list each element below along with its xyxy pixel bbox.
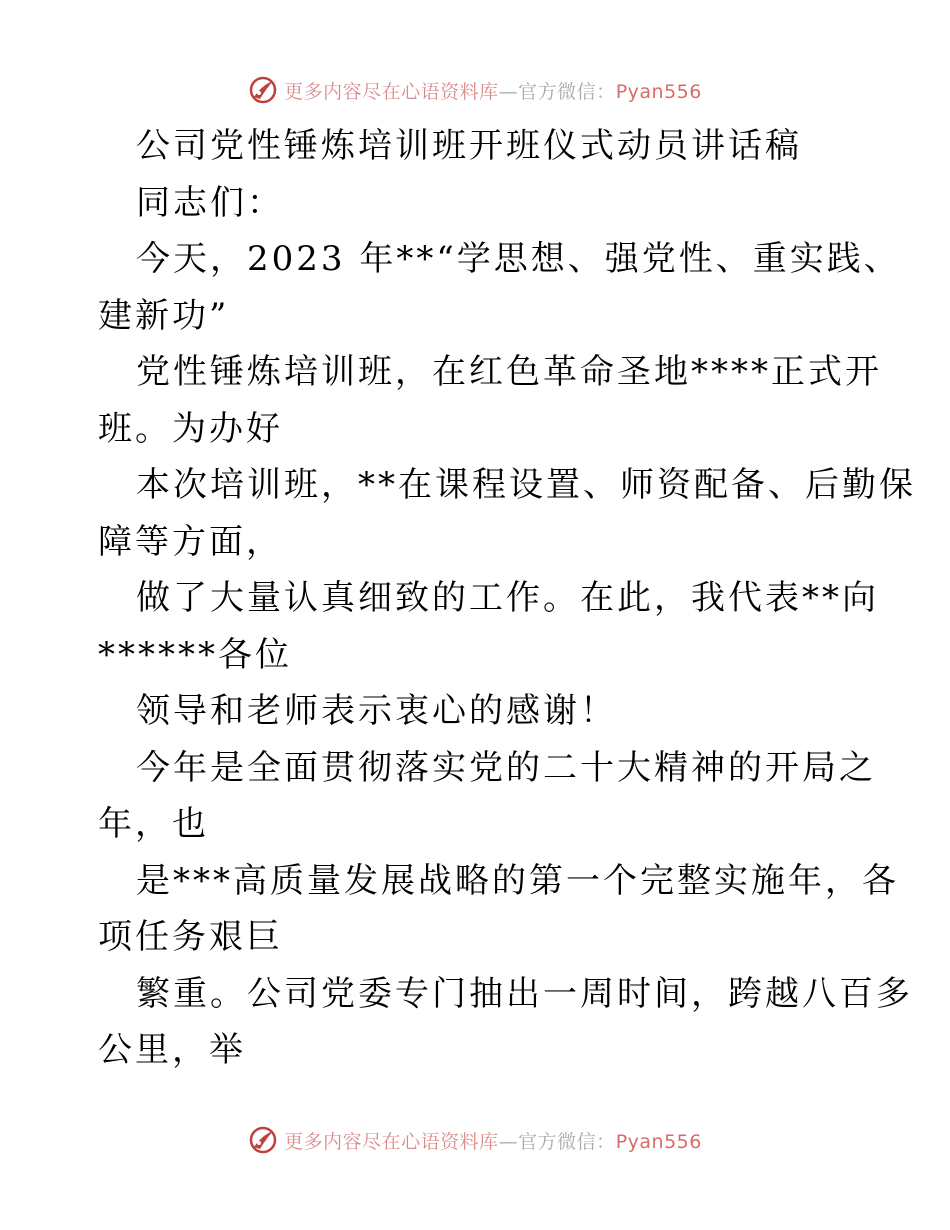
paragraph-line: 本次培训班，**在课程设置、师资配备、后勤保 [136,465,916,505]
watermark-dash: — [498,1130,519,1153]
document-title: 公司党性锤炼培训班开班仪式动员讲话稿 [136,126,802,166]
document-body [98,118,916,1079]
paragraph-line: 项任务艰巨 [98,917,283,957]
watermark-label: 官方微信： [518,1130,616,1153]
paragraph-line: 建新功” [98,295,230,336]
watermark-id: Pyan556 [615,80,702,103]
paragraph-line: 今天，2023 年**“学思想、强党性、重实践、 [136,239,901,279]
watermark-text [284,77,702,104]
paragraph-line: 繁重。公司党委专门抽出一周时间，跨越八百多 [136,973,913,1014]
paragraph-line: 是***高质量发展战略的第一个完整实施年，各 [136,860,899,901]
paragraph-line: 党性锤炼培训班，在红色革命圣地****正式开 [136,352,882,392]
paragraph-line: 障等方面， [98,521,283,562]
paragraph-line: 年，也 [98,804,209,844]
watermark-id: Pyan556 [615,1130,702,1153]
watermark-main: 更多内容尽在心语资料库 [284,80,499,103]
watermark-text [284,1127,702,1154]
watermark-dash: — [498,80,519,103]
salutation: 同志们： [136,182,284,223]
brush-logo-icon [248,75,278,105]
brush-logo-icon [248,1125,278,1155]
paragraph-line: 领导和老师表示衷心的感谢！ [136,691,617,731]
paragraph-line: 今年是全面贯彻落实党的二十大精神的开局之 [136,747,876,788]
footer-watermark [0,1120,950,1160]
paragraph-line: 做了大量认真细致的工作。在此，我代表**向 [136,578,879,618]
paragraph-line: 公里，举 [98,1030,246,1070]
watermark-main: 更多内容尽在心语资料库 [284,1130,499,1153]
header-watermark [0,70,950,110]
paragraph-line: 班。为办好 [98,408,283,449]
watermark-label: 官方微信： [518,80,616,103]
paragraph-line: ******各位 [98,634,292,675]
